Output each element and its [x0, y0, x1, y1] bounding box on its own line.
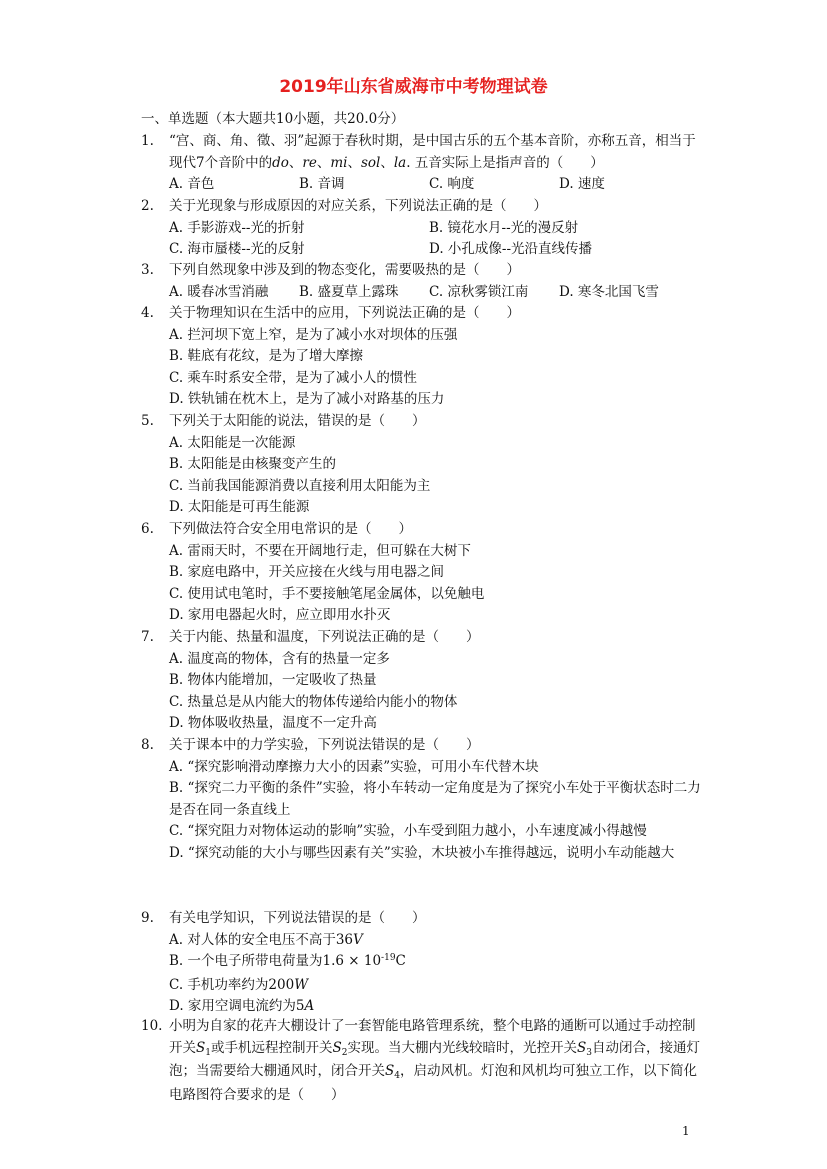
option-c: C. 使用试电笔时，手不要接触笔尾金属体，以免触电: [169, 585, 485, 602]
option-d: D. 太阳能是可再生能源: [169, 499, 310, 516]
question-stem: 关于内能、热量和温度，下列说法正确的是（ ）: [169, 629, 480, 645]
question-4: [141, 303, 701, 411]
option-a: A. 暖春冰雪消融: [169, 283, 269, 300]
question-stem: 有关电学知识，下列说法错误的是（ ）: [169, 910, 426, 926]
question-number: 8.: [141, 737, 154, 753]
section-heading: 一、单选题（本大题共10小题，共20.0分）: [141, 111, 405, 127]
question-8: [141, 735, 701, 865]
option-d: D. 寒冬北国飞雪: [559, 283, 659, 300]
question-10: [141, 1016, 701, 1106]
question-number: 2.: [141, 198, 154, 214]
option-b: B. 盛夏草上露珠: [299, 283, 399, 300]
option-a: A. 拦河坝下宽上窄，是为了减小水对坝体的压强: [169, 326, 458, 343]
question-2: [141, 196, 701, 261]
question-stem: 关于课本中的力学实验，下列说法错误的是（ ）: [169, 737, 480, 753]
option-a: A. “探究影响滑动摩擦力大小的因素”实验，可用小车代替木块: [169, 758, 539, 775]
option-b: B. 鞋底有花纹，是为了增大摩擦: [169, 348, 364, 365]
question-stem: 下列做法符合安全用电常识的是（ ）: [169, 521, 412, 537]
question-number: 5.: [141, 413, 154, 429]
question-number: 4.: [141, 305, 154, 321]
option-b: B. 物体内能增加，一定吸收了热量: [169, 672, 377, 689]
option-b: B. “探究二力平衡的条件”实验，将小车转动一定角度是为了探究小车处于平衡状态时二力是否在同一条直线上: [169, 780, 701, 818]
option-b: B. 音调: [299, 176, 345, 193]
question-6: [141, 519, 701, 627]
question-number: 3.: [141, 262, 154, 278]
option-c: C. 海市蜃楼--光的反射: [169, 241, 305, 258]
option-d: D. 小孔成像--光沿直线传播: [429, 241, 593, 258]
option-d: D. 家用空调电流约为5A: [169, 998, 315, 1015]
option-c: C. 乘车时系安全带，是为了减小人的惯性: [169, 369, 417, 386]
page-number: 1: [682, 1124, 690, 1138]
option-d: D. “探究动能的大小与哪些因素有关”实验，木块被小车推得越远，说明小车动能越大: [169, 844, 675, 861]
option-c: C. 凉秋雾锁江南: [429, 283, 529, 300]
question-5: [141, 411, 701, 519]
question-7: [141, 627, 701, 735]
option-b: B. 家庭电路中，开关应接在火线与用电器之间: [169, 564, 445, 581]
option-a: A. 雷雨天时，不要在开阔地行走，但可躲在大树下: [169, 542, 471, 559]
question-stem: 下列自然现象中涉及到的物态变化，需要吸热的是（ ）: [169, 262, 520, 278]
option-c: C. 热量总是从内能大的物体传递给内能小的物体: [169, 693, 458, 710]
question-number: 9.: [141, 910, 154, 926]
option-c: C. “探究阻力对物体运动的影响”实验，小车受到阻力越小，小车速度减小得越慢: [169, 823, 647, 840]
option-a: A. 温度高的物体，含有的热量一定多: [169, 650, 390, 667]
page-title: 2019年山东省威海市中考物理试卷: [279, 77, 548, 97]
option-a: A. 手影游戏--光的折射: [169, 219, 305, 236]
question-1: [141, 131, 701, 196]
option-b: B. 镜花水月--光的漫反射: [429, 219, 579, 236]
option-b: B. 一个电子所带电荷量为$1.6 \times 10^{-19}C$: [169, 953, 406, 970]
question-stem: 关于物理知识在生活中的应用，下列说法正确的是（ ）: [169, 305, 520, 321]
question-stem: “宫、商、角、徵、羽”起源于春秋时期，是中国古乐的五个基本音阶，亦称五音，相当于现代7个音阶中的do、re、mi、sol、la. 五音实际上是指声音的（ ）: [169, 133, 696, 171]
option-d: D. 物体吸收热量，温度不一定升高: [169, 715, 377, 732]
question-number: 1.: [141, 133, 154, 149]
options-row: [169, 174, 701, 196]
option-c: C. 响度: [429, 176, 475, 193]
option-c: C. 当前我国能源消费以直接利用太阳能为主: [169, 477, 431, 494]
option-c: C. 手机功率约为200W: [169, 976, 309, 993]
option-a: A. 对人体的安全电压不高于36V: [169, 931, 363, 948]
question-3: [141, 260, 701, 303]
option-a: A. 太阳能是一次能源: [169, 434, 296, 451]
option-d: D. 铁轨铺在枕木上，是为了减小对路基的压力: [169, 391, 445, 408]
question-stem: 小明为自家的花卉大棚设计了一套智能电路管理系统，整个电路的通断可以通过手动控制开关$S_1$或手机远程控制开关$S_2$实现。当大棚内光线较暗时，光控开关$S_3$自动闭合，接通灯泡；当需要给大棚通风时，闭合开关$S_4$，启动风机。灯泡和风机均可独立工作，以下简化电路图符合要求的是（ ）: [169, 1018, 700, 1103]
question-number: 6.: [141, 521, 154, 537]
option-d: D. 家用电器起火时，应立即用水扑灭: [169, 607, 391, 624]
option-b: B. 太阳能是由核聚变产生的: [169, 456, 337, 473]
question-number: 7.: [141, 629, 154, 645]
question-number: 10.: [141, 1018, 163, 1034]
question-stem: 关于光现象与形成原因的对应关系，下列说法正确的是（ ）: [169, 198, 547, 214]
options-row: [169, 282, 701, 304]
options-grid: [169, 218, 701, 261]
option-d: D. 速度: [559, 176, 605, 193]
question-9: [141, 908, 701, 1018]
option-a: A. 音色: [169, 176, 215, 193]
question-stem: 下列关于太阳能的说法，错误的是（ ）: [169, 413, 426, 429]
